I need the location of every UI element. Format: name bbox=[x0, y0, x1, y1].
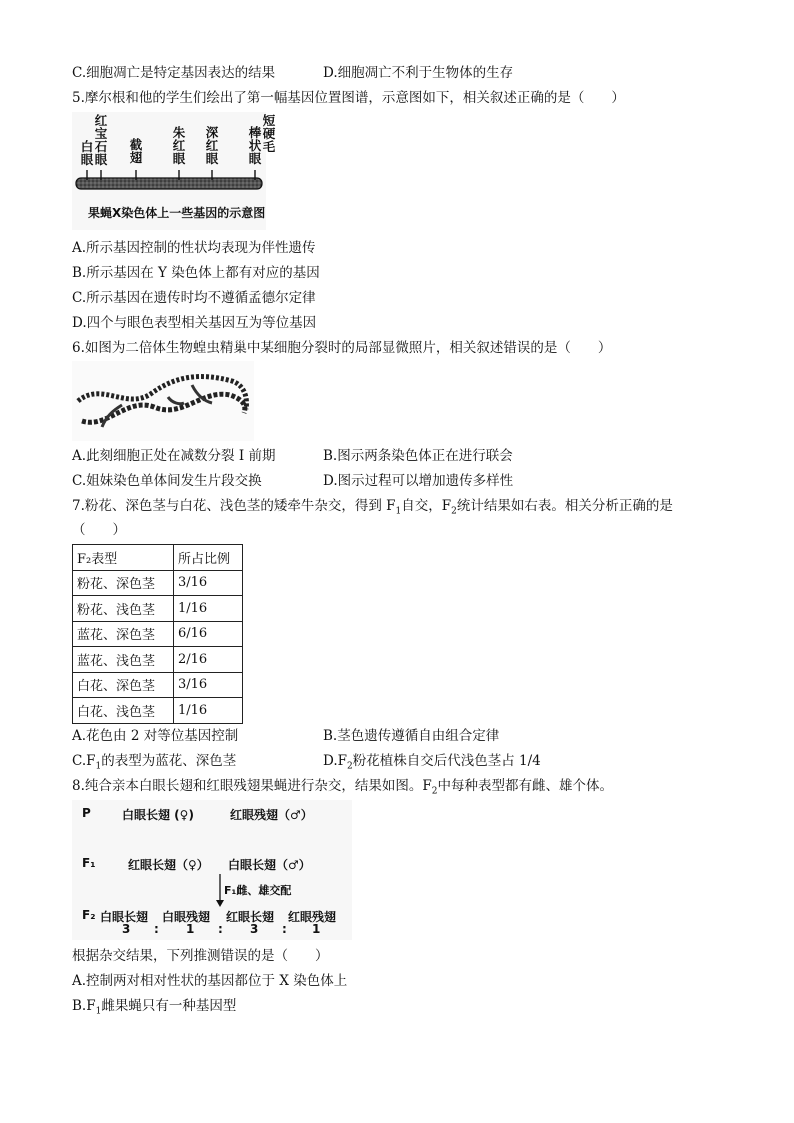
f1-generation-label: F₁ bbox=[82, 856, 96, 870]
f2-type: 白眼残翅 bbox=[162, 910, 211, 924]
f2-ratio-sep: : bbox=[218, 922, 223, 936]
q8-option-b: $B.F_1$雌果蝇只有一种基因型 bbox=[72, 998, 237, 1017]
q5-option-c: C.所示基因在遗传时均不遵循孟德尔定律 bbox=[72, 290, 316, 306]
f2-ratio: 3 bbox=[122, 922, 131, 936]
table-row bbox=[73, 570, 243, 596]
table-row bbox=[73, 672, 243, 698]
f2-ratio-sep: : bbox=[282, 922, 287, 936]
f1-male: 白眼长翅（♂） bbox=[228, 858, 311, 872]
gene-label-cut-wing: 截 翅 bbox=[129, 137, 143, 165]
q6-stem: 6.如图为二倍体生物蝗虫精巢中某细胞分裂时的局部显微照片，相关叙述错误的是（ ） bbox=[72, 340, 612, 356]
table-header-row bbox=[73, 545, 243, 571]
f2-ratio-sep: : bbox=[154, 922, 159, 936]
q5-option-a: A.所示基因控制的性状均表现为伴性遗传 bbox=[72, 240, 316, 256]
table-cell: 3/16 bbox=[174, 672, 243, 698]
p-female: 白眼长翅 (♀) bbox=[122, 808, 194, 822]
table-cell: 白花、深色茎 bbox=[73, 672, 174, 698]
micrograph-figure bbox=[72, 361, 254, 441]
q4-option-d: D.细胞凋亡不利于生物体的生存 bbox=[323, 65, 514, 81]
q7-option-d: $D.F_2$粉花植株自交后代浅色茎占 1/4 bbox=[323, 753, 541, 772]
f2-ratio: 1 bbox=[312, 922, 321, 936]
gene-label-short-bristle: 短 硬 毛 bbox=[262, 113, 276, 154]
q6-option-a: A.此刻细胞正处在减数分裂 I 前期 bbox=[72, 448, 276, 464]
table-cell: 粉花、深色茎 bbox=[73, 570, 174, 596]
gene-label-bar-eye: 棒 状 眼 bbox=[248, 125, 262, 166]
f1-female: 红眼长翅（♀） bbox=[128, 858, 209, 872]
table-cell: 蓝花、深色茎 bbox=[73, 621, 174, 647]
q6-option-d: D.图示过程可以增加遗传多样性 bbox=[323, 473, 514, 489]
p-generation-label: P bbox=[82, 806, 91, 820]
q8-stem: 8.纯合亲本白眼长翅和红眼残翅果蝇进行杂交，结果如图。$F_2$中每种表型都有雌、雄个体。 bbox=[72, 778, 613, 797]
q7-stem-bracket: （ ） bbox=[72, 522, 126, 538]
table-row bbox=[73, 698, 243, 724]
table-row bbox=[73, 621, 243, 647]
q7-option-c: $C.F_1$的表型为蓝花、深色茎 bbox=[72, 753, 237, 772]
table-row bbox=[73, 647, 243, 673]
table-cell: 1/16 bbox=[174, 698, 243, 724]
p-male: 红眼残翅（♂） bbox=[230, 808, 313, 822]
table-cell: 3/16 bbox=[174, 570, 243, 596]
q8-option-a: A.控制两对相对性状的基因都位于 X 染色体上 bbox=[72, 973, 348, 989]
table-header-cell: 所占比例 bbox=[174, 545, 243, 571]
gene-label-white-eye: 白 眼 bbox=[80, 139, 94, 167]
f2-type: 红眼长翅 bbox=[226, 910, 275, 924]
table-cell: 6/16 bbox=[174, 621, 243, 647]
cross-figure bbox=[72, 800, 352, 940]
f2-generation-label: F₂ bbox=[82, 908, 96, 922]
q7-option-a: A.花色由 2 对等位基因控制 bbox=[72, 728, 239, 744]
q4-option-c: C.细胞凋亡是特定基因表达的结果 bbox=[72, 65, 276, 81]
q8-question: 根据杂交结果，下列推测错误的是（ ） bbox=[72, 948, 329, 964]
table-cell: 2/16 bbox=[174, 647, 243, 673]
f2-table bbox=[72, 544, 243, 724]
f2-type: 红眼残翅 bbox=[288, 910, 337, 924]
synapsis-micrograph bbox=[72, 361, 254, 441]
chromosome-figure bbox=[72, 112, 276, 230]
q6-option-c: C.姐妹染色单体间发生片段交换 bbox=[72, 473, 262, 489]
table-cell: 白花、浅色茎 bbox=[73, 698, 174, 724]
table-row bbox=[73, 596, 243, 622]
f1-cross-label: F₁雌、雄交配 bbox=[224, 884, 292, 897]
q6-option-b: B.图示两条染色体正在进行联会 bbox=[323, 448, 513, 464]
table-cell: 1/16 bbox=[174, 596, 243, 622]
gene-label-vermilion-eye: 朱 红 眼 bbox=[172, 125, 186, 166]
q7-option-b: B.茎色遗传遵循自由组合定律 bbox=[323, 728, 500, 744]
q7-stem: 7.粉花、深色茎与白花、浅色茎的矮牵牛杂交，得到 $F_1$自交，$F_2$统计结果如右表。相关分析正确的是 bbox=[72, 498, 673, 517]
f2-ratio: 3 bbox=[250, 922, 259, 936]
q5-option-d: D.四个与眼色表型相关基因互为等位基因 bbox=[72, 315, 317, 331]
f2-type: 白眼长翅 bbox=[100, 910, 149, 924]
chromosome-caption: 果蝇X染色体上一些基因的示意图 bbox=[88, 206, 266, 220]
table-cell: 粉花、浅色茎 bbox=[73, 596, 174, 622]
gene-label-carmine-eye: 深 红 眼 bbox=[205, 125, 219, 166]
gene-label-ruby-eye: 红 宝 石 眼 bbox=[94, 113, 108, 167]
q5-stem: 5.摩尔根和他的学生们绘出了第一幅基因位置图谱，示意图如下，相关叙述正确的是（ ） bbox=[72, 90, 625, 106]
table-cell: 蓝花、浅色茎 bbox=[73, 647, 174, 673]
table-header-cell: F₂表型 bbox=[73, 545, 174, 571]
q5-option-b: B.所示基因在 Y 染色体上都有对应的基因 bbox=[72, 265, 320, 281]
f2-ratio: 1 bbox=[186, 922, 195, 936]
